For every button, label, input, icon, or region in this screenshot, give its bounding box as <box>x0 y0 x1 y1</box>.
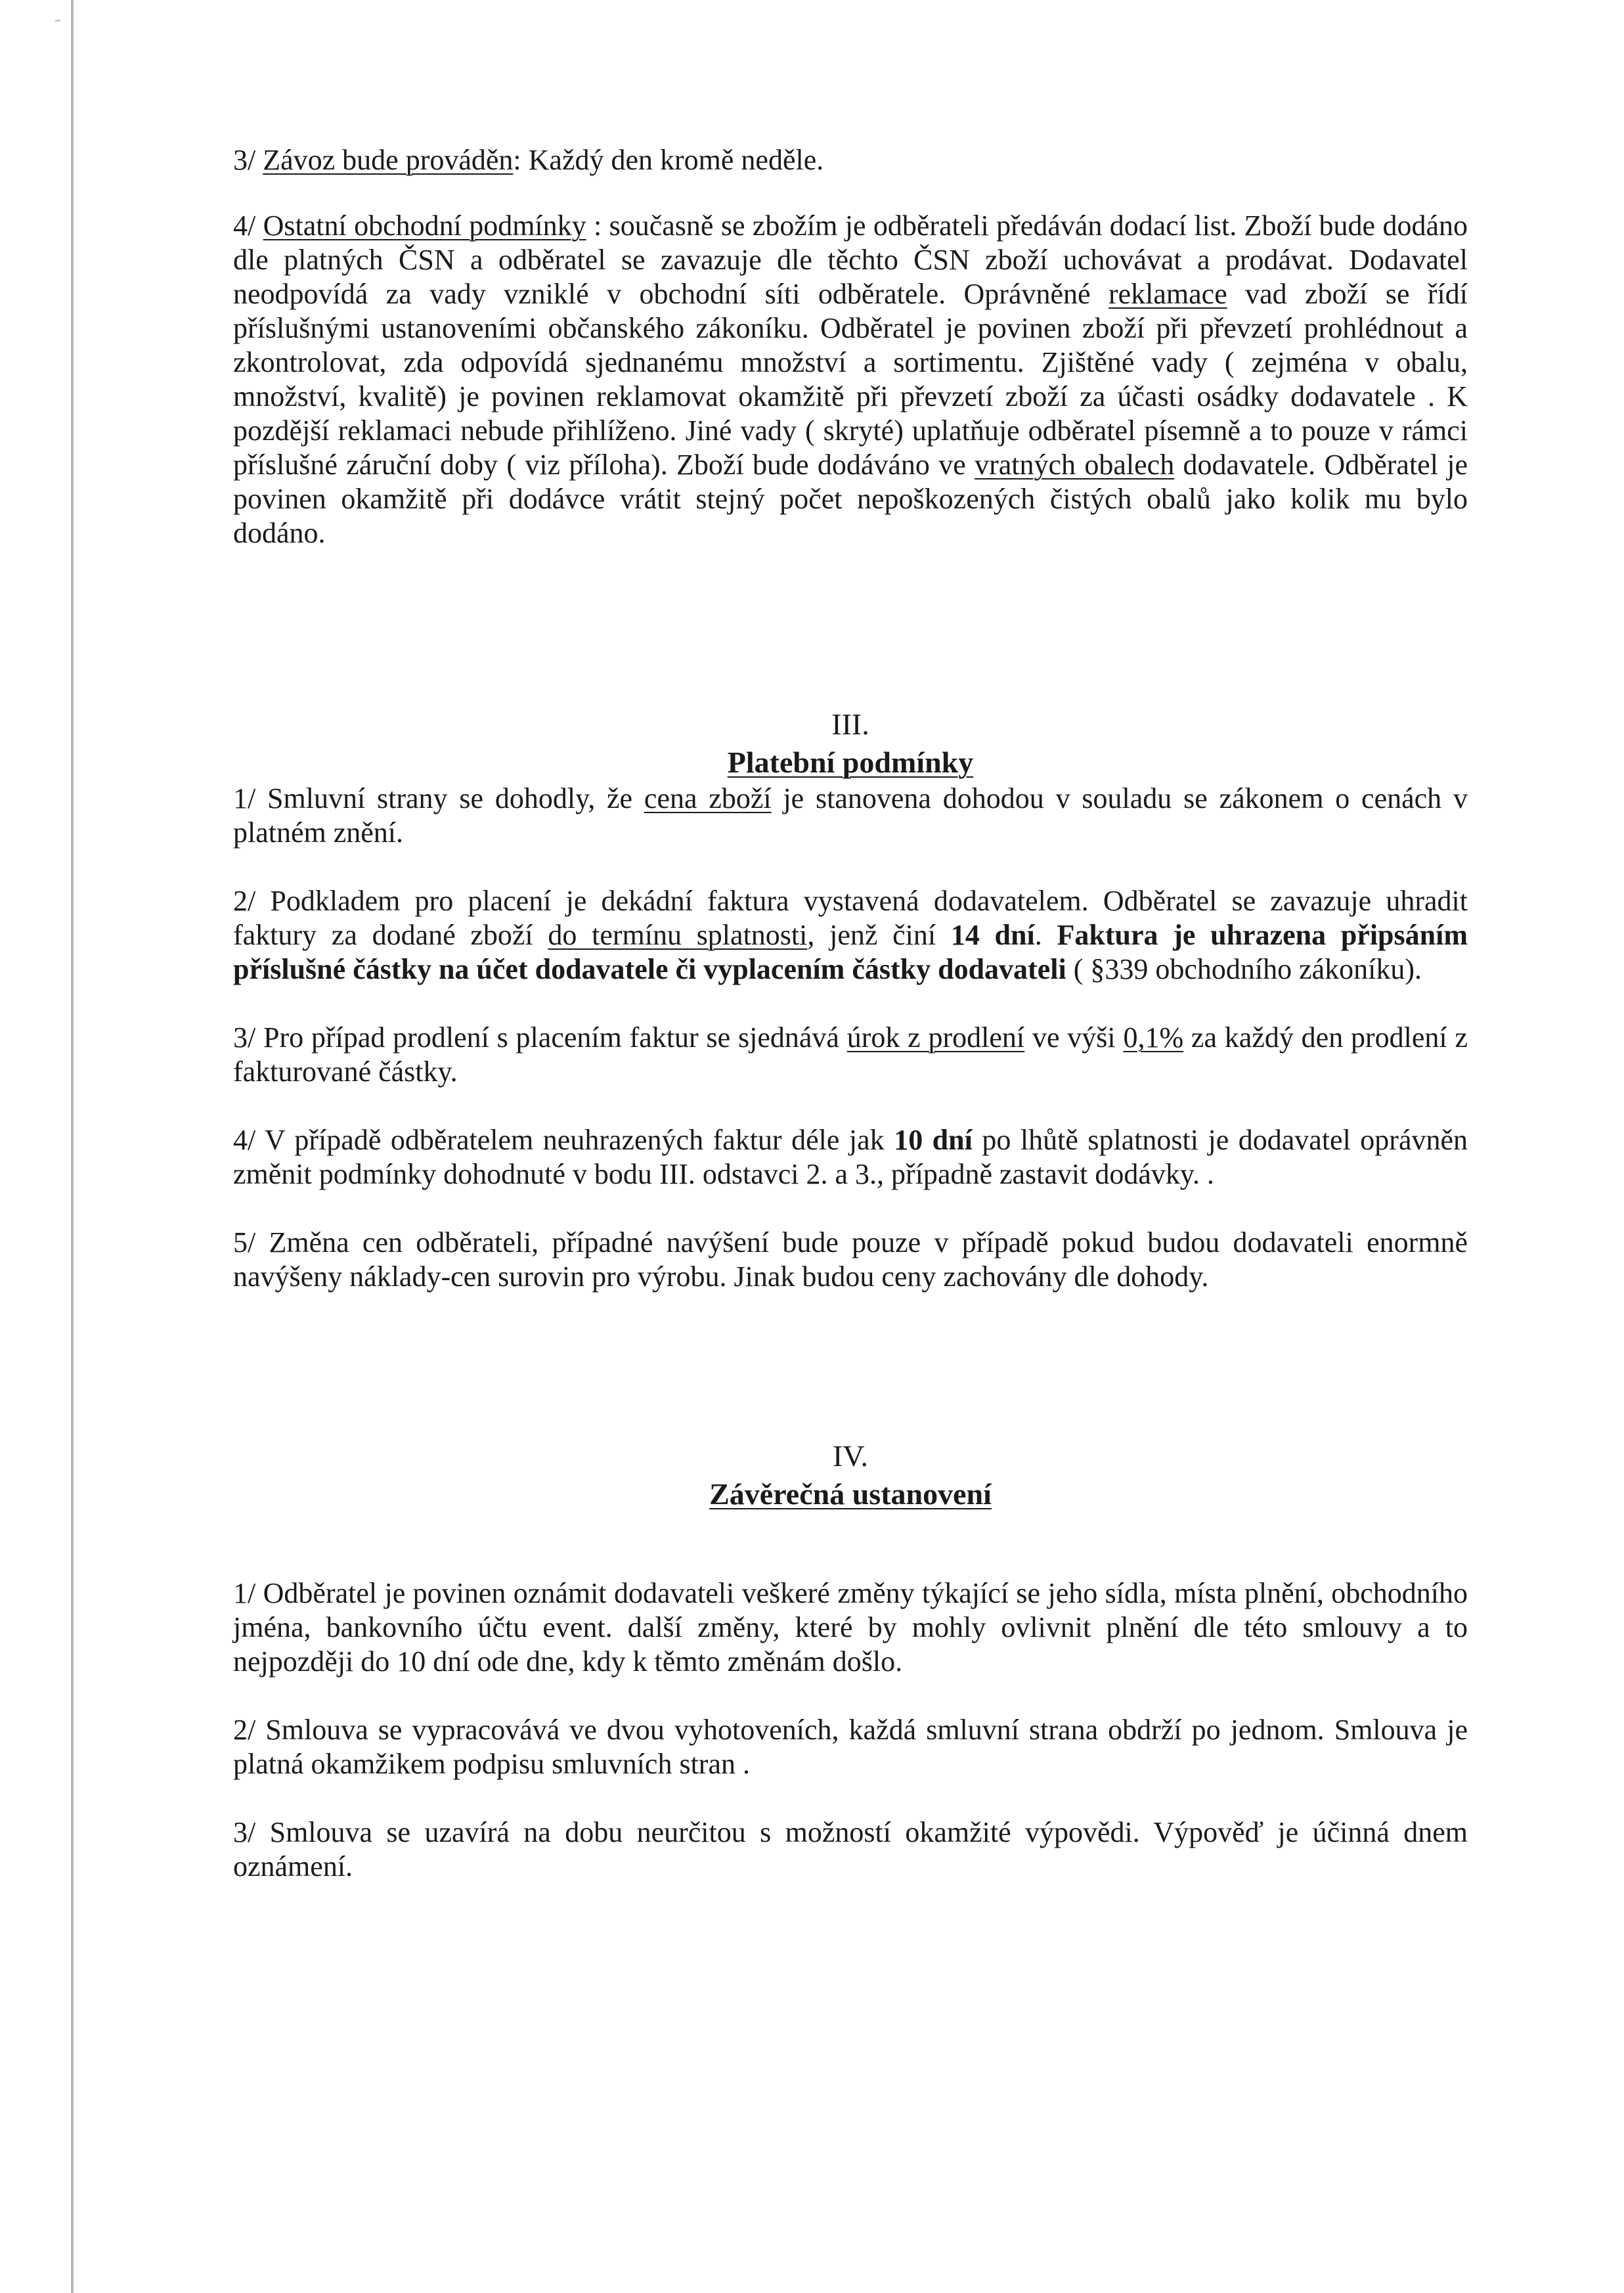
text: 4/ V případě odběratelem neuhrazených faktur déle jak <box>233 1124 894 1156</box>
text: ve výši <box>1024 1021 1124 1054</box>
document-body <box>233 143 1468 1884</box>
underlined-term: Závoz bude prováděn <box>263 144 514 176</box>
text: 2/ Podkladem pro placení je dekádní faktura vystavená dodavatelem. Odběratel se zavazuje uhradit faktury za dodané zboží <box>233 885 1468 951</box>
section-iv-numeral: IV. <box>832 1439 869 1473</box>
scan-page-edge <box>71 0 74 2293</box>
paragraph-iii-1 <box>233 782 1468 850</box>
section-iv-title: Závěrečná ustanovení <box>709 1477 992 1511</box>
paragraph-iv-3: 3/ Smlouva se uzavírá na dobu neurčitou s možností okamžité výpovědi. Výpověď je účinná dnem oznámení. <box>233 1816 1468 1882</box>
text: , jenž činí <box>807 919 951 951</box>
text: 3/ Pro případ prodlení s placením faktur se sjednává <box>233 1021 847 1054</box>
text: po lhůtě splatnosti je dodavatel oprávněn změnit podmínky dohodnuté v bodu III. odstavci 2. a 3., případně zastavit dodávky. . <box>233 1124 1468 1190</box>
text: 4/ <box>233 210 263 242</box>
bold-term: 10 dní <box>894 1124 973 1156</box>
text: ( §339 obchodního zákoníku). <box>1066 953 1422 985</box>
section-iii-title: Platební podmínky <box>727 746 974 779</box>
underlined-term: 0,1% <box>1123 1021 1184 1054</box>
text: vad zboží se řídí příslušnými ustanoveními občanského zákoníku. Odběratel je povinen zboží při převzetí prohlédnout a zkontrolovat, zda odpovídá sjednanému množství a sortimentu. Zjištěné vady ( zejména v obalu, množství, kvalitě) je povinen reklamovat okamžitě při převzetí zboží za účasti osádky dodavatele . K pozdější reklamaci nebude přihlíženo. Jiné vady ( skryté) uplatňuje odběratel písemně a to pouze v rámci příslušné záruční doby ( viz příloha). Zboží bude dodáváno ve <box>233 278 1468 481</box>
underlined-term: do termínu splatnosti <box>548 919 808 951</box>
paragraph-iii-2 <box>233 884 1468 987</box>
underlined-term: Ostatní obchodní podmínky <box>263 210 586 242</box>
underlined-term: cena zboží <box>644 782 772 814</box>
text: . <box>1034 919 1057 951</box>
underlined-term: vratných obalech <box>975 449 1175 481</box>
text: : Každý den kromě neděle. <box>513 144 824 176</box>
paragraph-ii-4 <box>233 209 1468 550</box>
paragraph-iv-1: 1/ Odběratel je povinen oznámit dodavateli veškeré změny týkající se jeho sídla, místa plnění, obchodního jména, bankovního účtu event. další změny, které by mohly ovlivnit plnění dle této smlouvy a to nejpozději do 10 dní ode dne, kdy k těmto změnám došlo. <box>233 1577 1468 1678</box>
paragraph-iv-2: 2/ Smlouva se vypracovává ve dvou vyhotoveních, každá smluvní strana obdrží po jednom. Smlouva je platná okamžikem podpisu smluvních stran . <box>233 1714 1468 1780</box>
underlined-term: úrok z prodlení <box>846 1021 1025 1054</box>
paragraph-iii-5: 5/ Změna cen odběrateli, případné navýšení bude pouze v případě pokud budou dodavateli enormně navýšeny náklady-cen surovin pro výrobu. Jinak budou ceny zachovány dle dohody. <box>233 1226 1468 1293</box>
paragraph-ii-3 <box>233 143 1468 177</box>
section-iii-numeral: III. <box>831 707 869 741</box>
text: dodavatele. Odběratel je povinen okamžitě při dodávce vrátit stejný počet nepoškozených čistých obalů jako kolik mu bylo dodáno. <box>233 449 1468 549</box>
paragraph-iii-4 <box>233 1123 1468 1191</box>
bold-term: Faktura je uhrazena připsáním příslušné částky na účet dodavatele či vyplacením částky dodavateli <box>233 919 1468 985</box>
scan-mark <box>55 20 60 22</box>
underlined-term: reklamace <box>1108 278 1227 310</box>
text: je stanovena dohodou v souladu se zákonem o cenách v platném znění. <box>233 782 1468 849</box>
text: : současně se zbožím je odběrateli předáván dodací list. Zboží bude dodáno dle platných ČSN a odběratel se zavazuje dle těchto ČSN zboží uchovávat a prodávat. Dodavatel neodpovídá za vady vzniklé v obchodní síti odběratele. Oprávněné <box>233 210 1468 310</box>
text: 3/ <box>233 144 263 176</box>
paragraph-iii-3 <box>233 1021 1468 1089</box>
bold-term: 14 dní <box>950 919 1035 951</box>
text: za každý den prodlení z fakturované částky. <box>233 1021 1468 1088</box>
text: 1/ Smluvní strany se dohodly, že <box>233 782 644 814</box>
